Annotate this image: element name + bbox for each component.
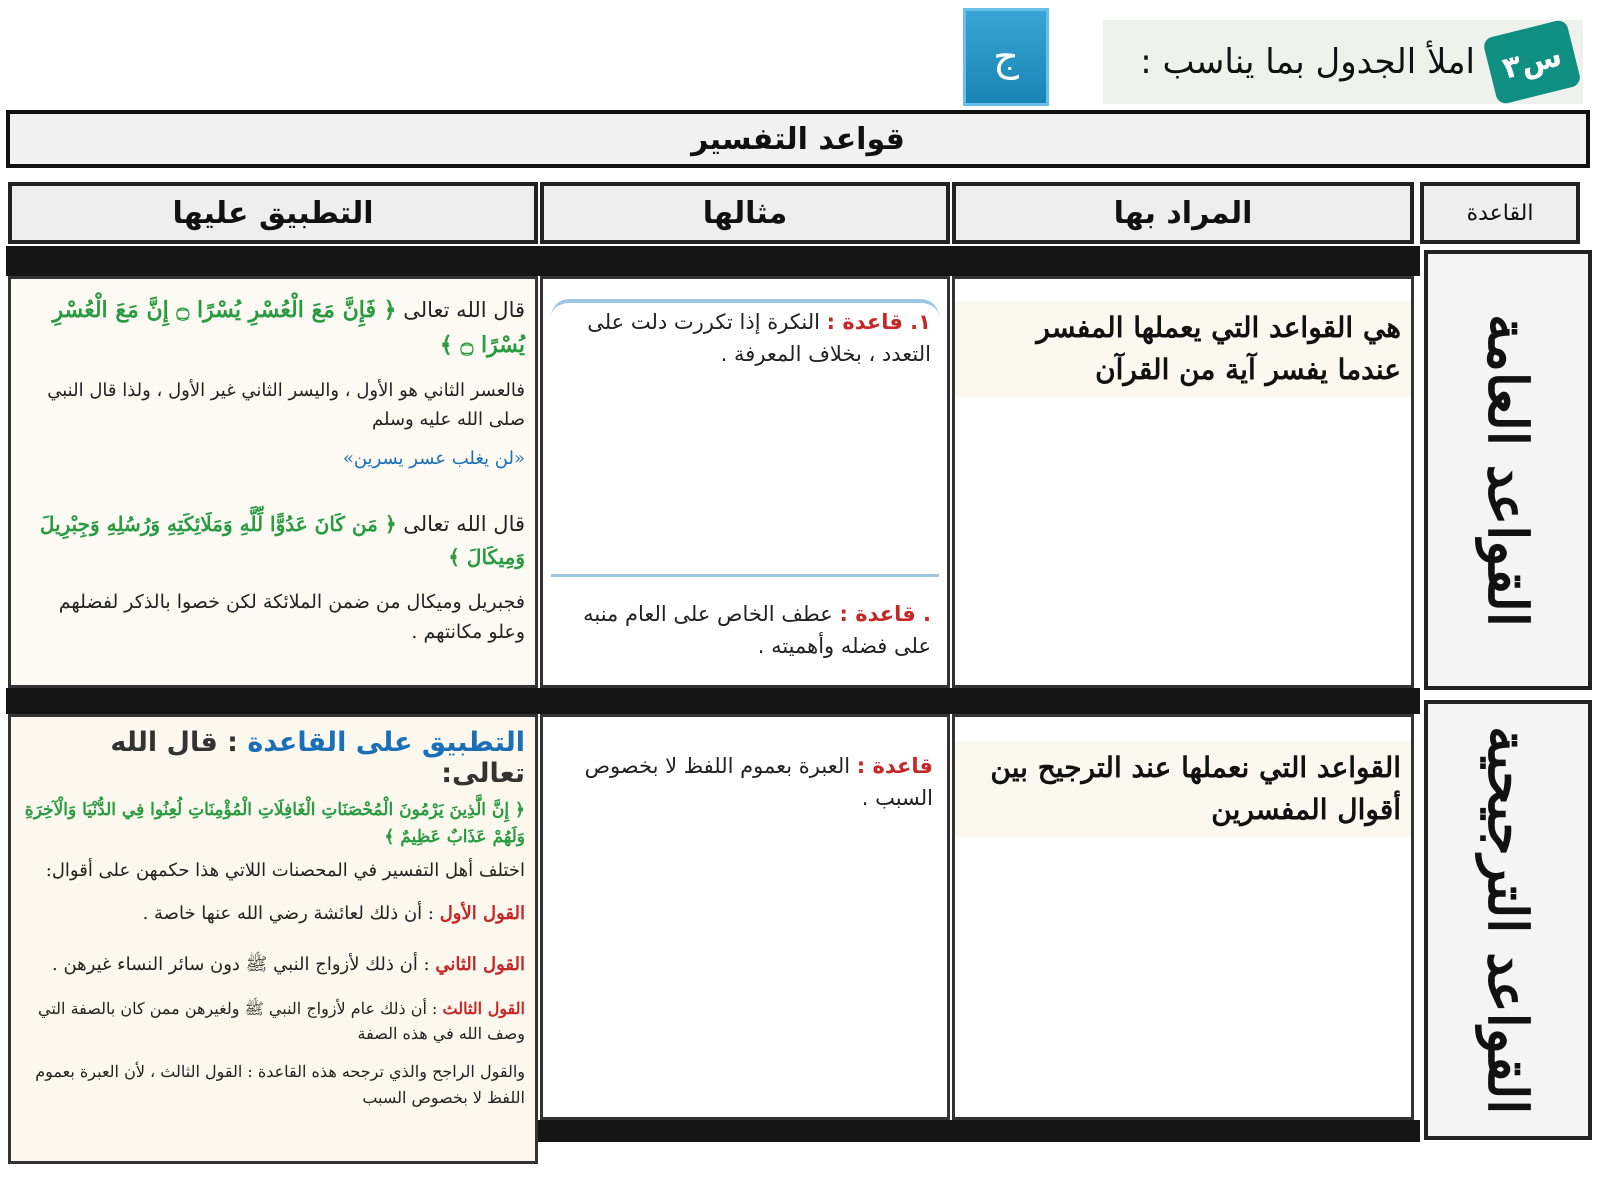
conclusion-text: والقول الراجح والذي ترجحه هذه القاعدة : القول الثالث ، لأن العبرة بعموم اللفظ لا بخصوص السبب	[35, 1061, 525, 1107]
example-item	[551, 299, 939, 374]
header-example: مثالها	[540, 182, 950, 244]
question-text: املأ الجدول بما يناسب :	[1140, 42, 1475, 82]
example-text: النكرة إذا تكررت دلت على التعدد ، بخلاف المعرفة .	[587, 310, 931, 366]
application-heading	[21, 727, 525, 789]
example-item	[549, 747, 941, 818]
application-cell	[8, 276, 538, 688]
quran-verse: ﴿ مَن كَانَ عَدُوًّا لِّلَّهِ وَمَلَائِكَتِهِ وَرُسُلِهِ وَجِبْرِيلَ وَمِيكَالَ ﴾	[39, 511, 525, 570]
example-cell	[540, 714, 950, 1120]
opinion-item	[21, 900, 525, 929]
example-cell	[540, 276, 950, 688]
header-application: التطبيق عليها	[8, 182, 538, 244]
app-intro: قال الله تعالى	[403, 298, 525, 322]
example-label: ١. قاعدة :	[826, 310, 931, 334]
example-label: . قاعدة :	[839, 602, 931, 626]
app-intro: اختلف أهل التفسير في المحصنات اللاتي هذا حكمهن على أقوال:	[45, 860, 525, 882]
app-intro: قال الله تعالى	[403, 511, 525, 536]
app-heading-label: التطبيق على القاعدة	[247, 727, 525, 758]
header-meaning: المراد بها	[952, 182, 1414, 244]
example-text: العبرة بعموم اللفظ لا بخصوص السبب .	[584, 754, 933, 810]
example-item	[551, 574, 939, 666]
meaning-cell	[952, 276, 1414, 688]
rule-cell-preferential	[1424, 700, 1592, 1140]
meaning-cell	[952, 714, 1414, 1120]
application-cell	[8, 714, 538, 1164]
row-divider	[6, 246, 1420, 276]
quran-verse: ﴿ إِنَّ الَّذِينَ يَرْمُونَ الْمُحْصَنَاتِ الْغَافِلَاتِ الْمُؤْمِنَاتِ لُعِنُوا فِي الدُّنْيَا وَالْآخِرَةِ وَلَهُمْ عَذَابٌ عَظِيمٌ ﴾	[24, 800, 525, 848]
opinion-item	[21, 951, 525, 980]
quran-verse: ﴿ فَإِنَّ مَعَ الْعُسْرِ يُسْرًا ۝ إِنَّ مَعَ الْعُسْرِ يُسْرًا ۝ ﴾	[52, 297, 525, 359]
table-title: قواعد التفسير	[6, 110, 1590, 168]
opinion-text: : أن ذلك لأزواج النبي ﷺ دون سائر النساء غيرهن .	[52, 953, 430, 975]
hadith-text: «لن يغلب عسر يسرين»	[342, 447, 525, 469]
meaning-text: القواعد التي نعملها عند الترجيح بين أقوال المفسرين	[955, 741, 1411, 837]
app-explanation: فالعسر الثاني هو الأول ، واليسر الثاني غير الأول ، ولذا قال النبي صلى الله عليه وسلم	[47, 380, 525, 431]
rule-cell-general	[1424, 250, 1592, 690]
opinion-label: القول الثالث	[442, 998, 525, 1018]
row-divider	[530, 1120, 1420, 1142]
opinion-text: : أن ذلك لعائشة رضي الله عنها خاصة .	[142, 903, 434, 925]
meaning-text: هي القواعد التي يعملها المفسر عندما يفسر آية من القرآن	[955, 301, 1411, 397]
rule-label: القواعد الترجيحية	[1476, 725, 1540, 1115]
opinion-label: القول الثاني	[435, 953, 525, 975]
app-explanation: فجبريل وميكال من ضمن الملائكة لكن خصوا بالذكر لفضلهم وعلو مكانتهم .	[58, 590, 525, 644]
answer-badge: ج	[963, 8, 1049, 106]
opinion-label: القول الأول	[439, 903, 525, 925]
app-heading-suffix: : قال الله تعالى:	[110, 727, 525, 789]
example-text: عطف الخاص على العام منبه على فضله وأهميته .	[583, 602, 931, 658]
header-rule: القاعدة	[1420, 182, 1580, 244]
application-item	[21, 293, 525, 363]
question-number-badge: س٣	[1482, 19, 1582, 106]
question-bar	[1103, 20, 1583, 104]
application-item	[21, 508, 525, 575]
example-label: قاعدة :	[856, 754, 933, 778]
rule-label: القواعد العامة	[1476, 313, 1540, 627]
opinion-text: : أن ذلك عام لأزواج النبي ﷺ ولغيرهن ممن كان بالصفة التي وصف الله في هذه الصفة	[38, 998, 525, 1044]
row-divider	[6, 688, 1420, 714]
opinion-item	[21, 996, 525, 1047]
